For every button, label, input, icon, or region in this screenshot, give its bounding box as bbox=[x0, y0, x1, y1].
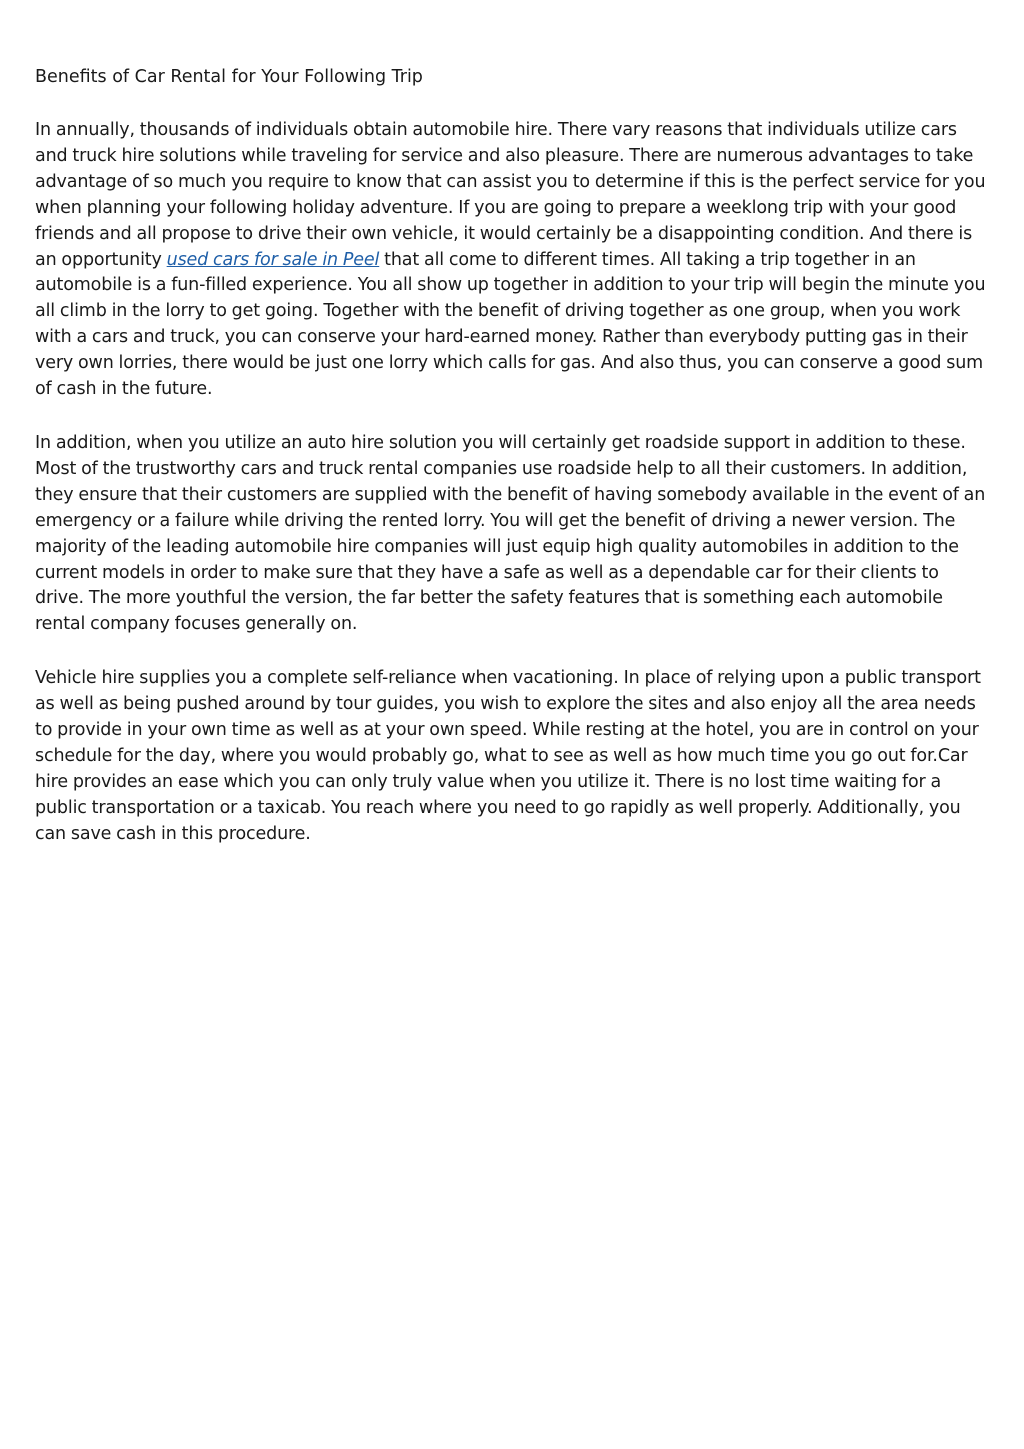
document-title: Benefits of Car Rental for Your Following Trip bbox=[35, 67, 423, 87]
paragraph-1-text-before-link: In annually, thousands of individuals obtain automobile hire. There vary reasons that individuals utilize cars and truck hire solutions while traveling for service and also pleasure. There are numerous advantages to take advantage of so much you require to know that can assist you to determine if this is the perfect service for you when planning your following holiday adventure. If you are going to prepare a weeklong trip with your good friends and all propose to drive their own vehicle, it would certainly be a disappointing condition. And there is an opportunity bbox=[35, 120, 986, 270]
paragraph-1 bbox=[35, 118, 991, 403]
document-page bbox=[35, 64, 991, 876]
paragraph-2: In addition, when you utilize an auto hire solution you will certainly get roadside support in addition to these. Most of the trustworthy cars and truck rental companies use roadside help to all their customers. In addition, they ensure that their customers are supplied with the benefit of having somebody available in the event of an emergency or a failure while driving the rented lorry. You will get the benefit of driving a newer version. The majority of the leading automobile hire companies will just equip high quality automobiles in addition to the current models in order to make sure that they have a safe as well as a dependable car for their clients to drive. The more youthful the version, the far better the safety features that is something each automobile rental company focuses generally on. bbox=[35, 432, 986, 635]
used-cars-link[interactable]: used cars for sale in Peel bbox=[166, 249, 380, 270]
paragraph-1-text-after-link: that all come to different times. All taking a trip together in an automobile is a fun-filled experience. You all show up together in addition to your trip will begin the minute you all climb in the lorry to get going. Together with the benefit of driving together as one group, when you work with a cars and truck, you can conserve your hard-earned money. Rather than everybody putting gas in their very own lorries, there would be just one lorry which calls for gas. And also thus, you can conserve a good sum of cash in the future. bbox=[35, 249, 986, 400]
paragraph-3: Vehicle hire supplies you a complete self-reliance when vacationing. In place of relying upon a public transport as well as being pushed around by tour guides, you wish to explore the sites and also enjoy all the area needs to provide in your own time as well as at your own speed. While resting at the hotel, you are in control on your schedule for the day, where you would probably go, what to see as well as how much time you go out for.Car hire provides an ease which you can only truly value when you utilize it. There is no lost time waiting for a public transportation or a taxicab. You reach where you need to go rapidly as well properly. Additionally, you can save cash in this procedure. bbox=[35, 668, 981, 844]
